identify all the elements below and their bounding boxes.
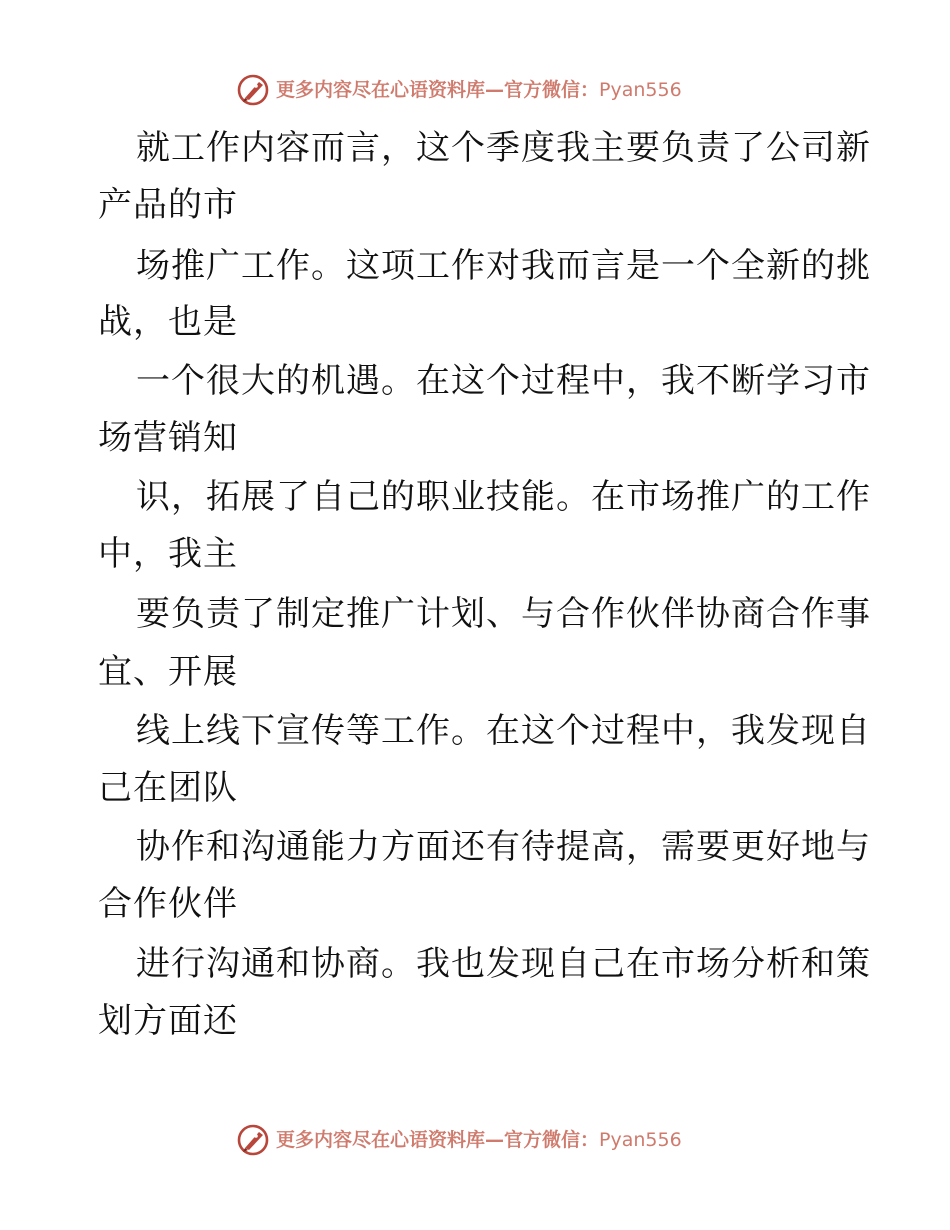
header-banner-text xyxy=(276,78,682,101)
header-banner-wechat-id: Pyan556 xyxy=(599,78,682,101)
footer-banner xyxy=(236,1121,682,1159)
body-line: 宜、开展 xyxy=(98,652,238,692)
pen-logo-icon xyxy=(236,1123,270,1157)
header-banner-cn: 更多内容尽在心语资料库—官方微信： xyxy=(276,78,600,101)
body-line: 识，拓展了自己的职业技能。在市场推广的工作 xyxy=(136,477,871,517)
body-line: 就工作内容而言，这个季度我主要负责了公司新 xyxy=(136,128,871,168)
body-line: 场营销知 xyxy=(98,418,238,458)
body-line: 进行沟通和协商。我也发现自己在市场分析和策 xyxy=(136,944,871,984)
body-line: 产品的市 xyxy=(98,185,238,225)
pen-logo-icon xyxy=(236,73,270,107)
body-line: 中，我主 xyxy=(98,534,238,574)
body-line: 一个很大的机遇。在这个过程中，我不断学习市 xyxy=(136,361,871,401)
body-line: 线上线下宣传等工作。在这个过程中，我发现自 xyxy=(136,711,871,751)
footer-banner-wechat-id: Pyan556 xyxy=(599,1128,682,1151)
footer-banner-cn: 更多内容尽在心语资料库—官方微信： xyxy=(276,1128,600,1151)
body-line: 划方面还 xyxy=(98,1001,238,1041)
body-line: 场推广工作。这项工作对我而言是一个全新的挑 xyxy=(136,246,871,286)
body-line: 合作伙伴 xyxy=(98,884,238,924)
header-banner xyxy=(236,71,682,109)
body-line: 协作和沟通能力方面还有待提高，需要更好地与 xyxy=(136,827,871,867)
body-line: 战，也是 xyxy=(98,302,238,342)
body-line: 要负责了制定推广计划、与合作伙伴协商合作事 xyxy=(136,594,871,634)
body-line: 己在团队 xyxy=(98,768,238,808)
footer-banner-text xyxy=(276,1128,682,1151)
